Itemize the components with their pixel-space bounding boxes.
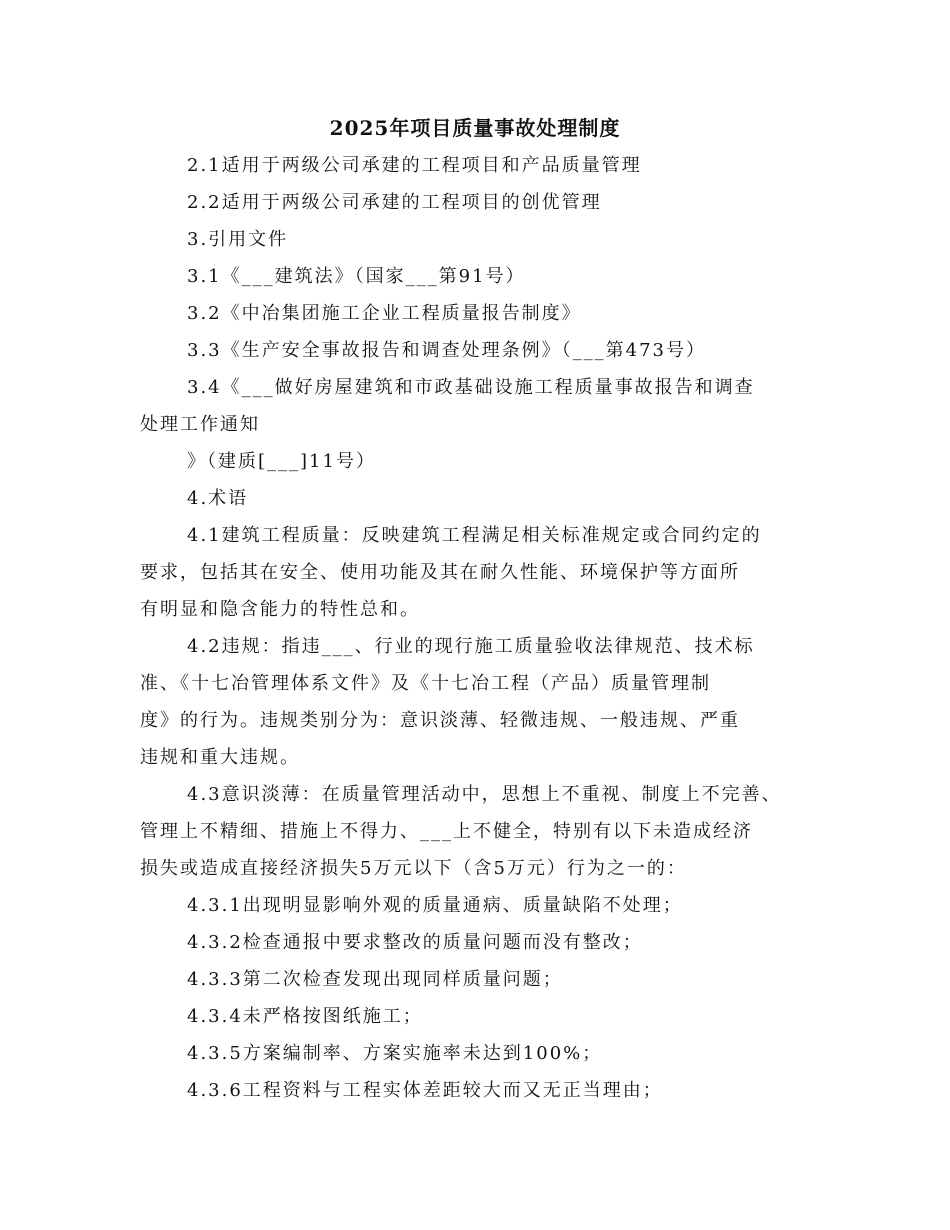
- term-4-3-line-2: 管理上不精细、措施上不得力、___上不健全，特别有以下未造成经济: [140, 821, 753, 842]
- term-4-2: 4.2违规：指违___、行业的现行施工质量验收法律规范、技术标: [187, 636, 755, 657]
- term-4-2-line-4: 违规和重大违规。: [140, 747, 300, 768]
- paragraph-2-1: 2.1适用于两级公司承建的工程项目和产品质量管理: [187, 155, 642, 176]
- reference-3-1: 3.1《___建筑法》（国家___第91号）: [187, 266, 526, 287]
- item-4-3-5: 4.3.5方案编制率、方案实施率未达到100%；: [187, 1043, 603, 1064]
- heading-3-references: 3.引用文件: [187, 229, 289, 250]
- reference-3-4-end: 》（建质[___]11号）: [187, 451, 376, 472]
- document-title: 2025年项目质量事故处理制度: [329, 116, 621, 140]
- term-4-1-line-2: 要求，包括其在安全、使用功能及其在耐久性能、环境保护等方面所: [140, 562, 740, 583]
- heading-4-terms: 4.术语: [187, 488, 249, 509]
- reference-3-2: 3.2《中冶集团施工企业工程质量报告制度》: [187, 303, 582, 324]
- item-4-3-1: 4.3.1出现明显影响外观的质量通病、质量缺陷不处理；: [187, 895, 683, 916]
- item-4-3-3: 4.3.3第二次检查发现出现同样质量问题；: [187, 969, 563, 990]
- item-4-3-2: 4.3.2检查通报中要求整改的质量问题而没有整改；: [187, 932, 643, 953]
- term-4-1-line-3: 有明显和隐含能力的特性总和。: [140, 599, 420, 620]
- reference-3-4: 3.4《___做好房屋建筑和市政基础设施工程质量事故报告和调查: [187, 377, 755, 398]
- term-4-2-line-3: 度》的行为。违规类别分为：意识淡薄、轻微违规、一般违规、严重: [140, 710, 740, 731]
- reference-3-3: 3.3《生产安全事故报告和调查处理条例》（___第473号）: [187, 340, 706, 361]
- item-4-3-4: 4.3.4未严格按图纸施工；: [187, 1006, 423, 1027]
- paragraph-2-2: 2.2适用于两级公司承建的工程项目的创优管理: [187, 192, 602, 213]
- term-4-3: 4.3意识淡薄：在质量管理活动中，思想上不重视、制度上不完善、: [187, 784, 782, 805]
- item-4-3-6: 4.3.6工程资料与工程实体差距较大而又无正当理由；: [187, 1080, 663, 1101]
- term-4-3-line-3: 损失或造成直接经济损失5万元以下（含5万元）行为之一的：: [140, 858, 687, 879]
- term-4-1: 4.1建筑工程质量：反映建筑工程满足相关标准规定或合同约定的: [187, 525, 762, 546]
- term-4-2-line-2: 准、《十七冶管理体系文件》及《十七冶工程（产品）质量管理制: [140, 673, 711, 694]
- reference-3-4-continuation: 处理工作通知: [140, 414, 260, 435]
